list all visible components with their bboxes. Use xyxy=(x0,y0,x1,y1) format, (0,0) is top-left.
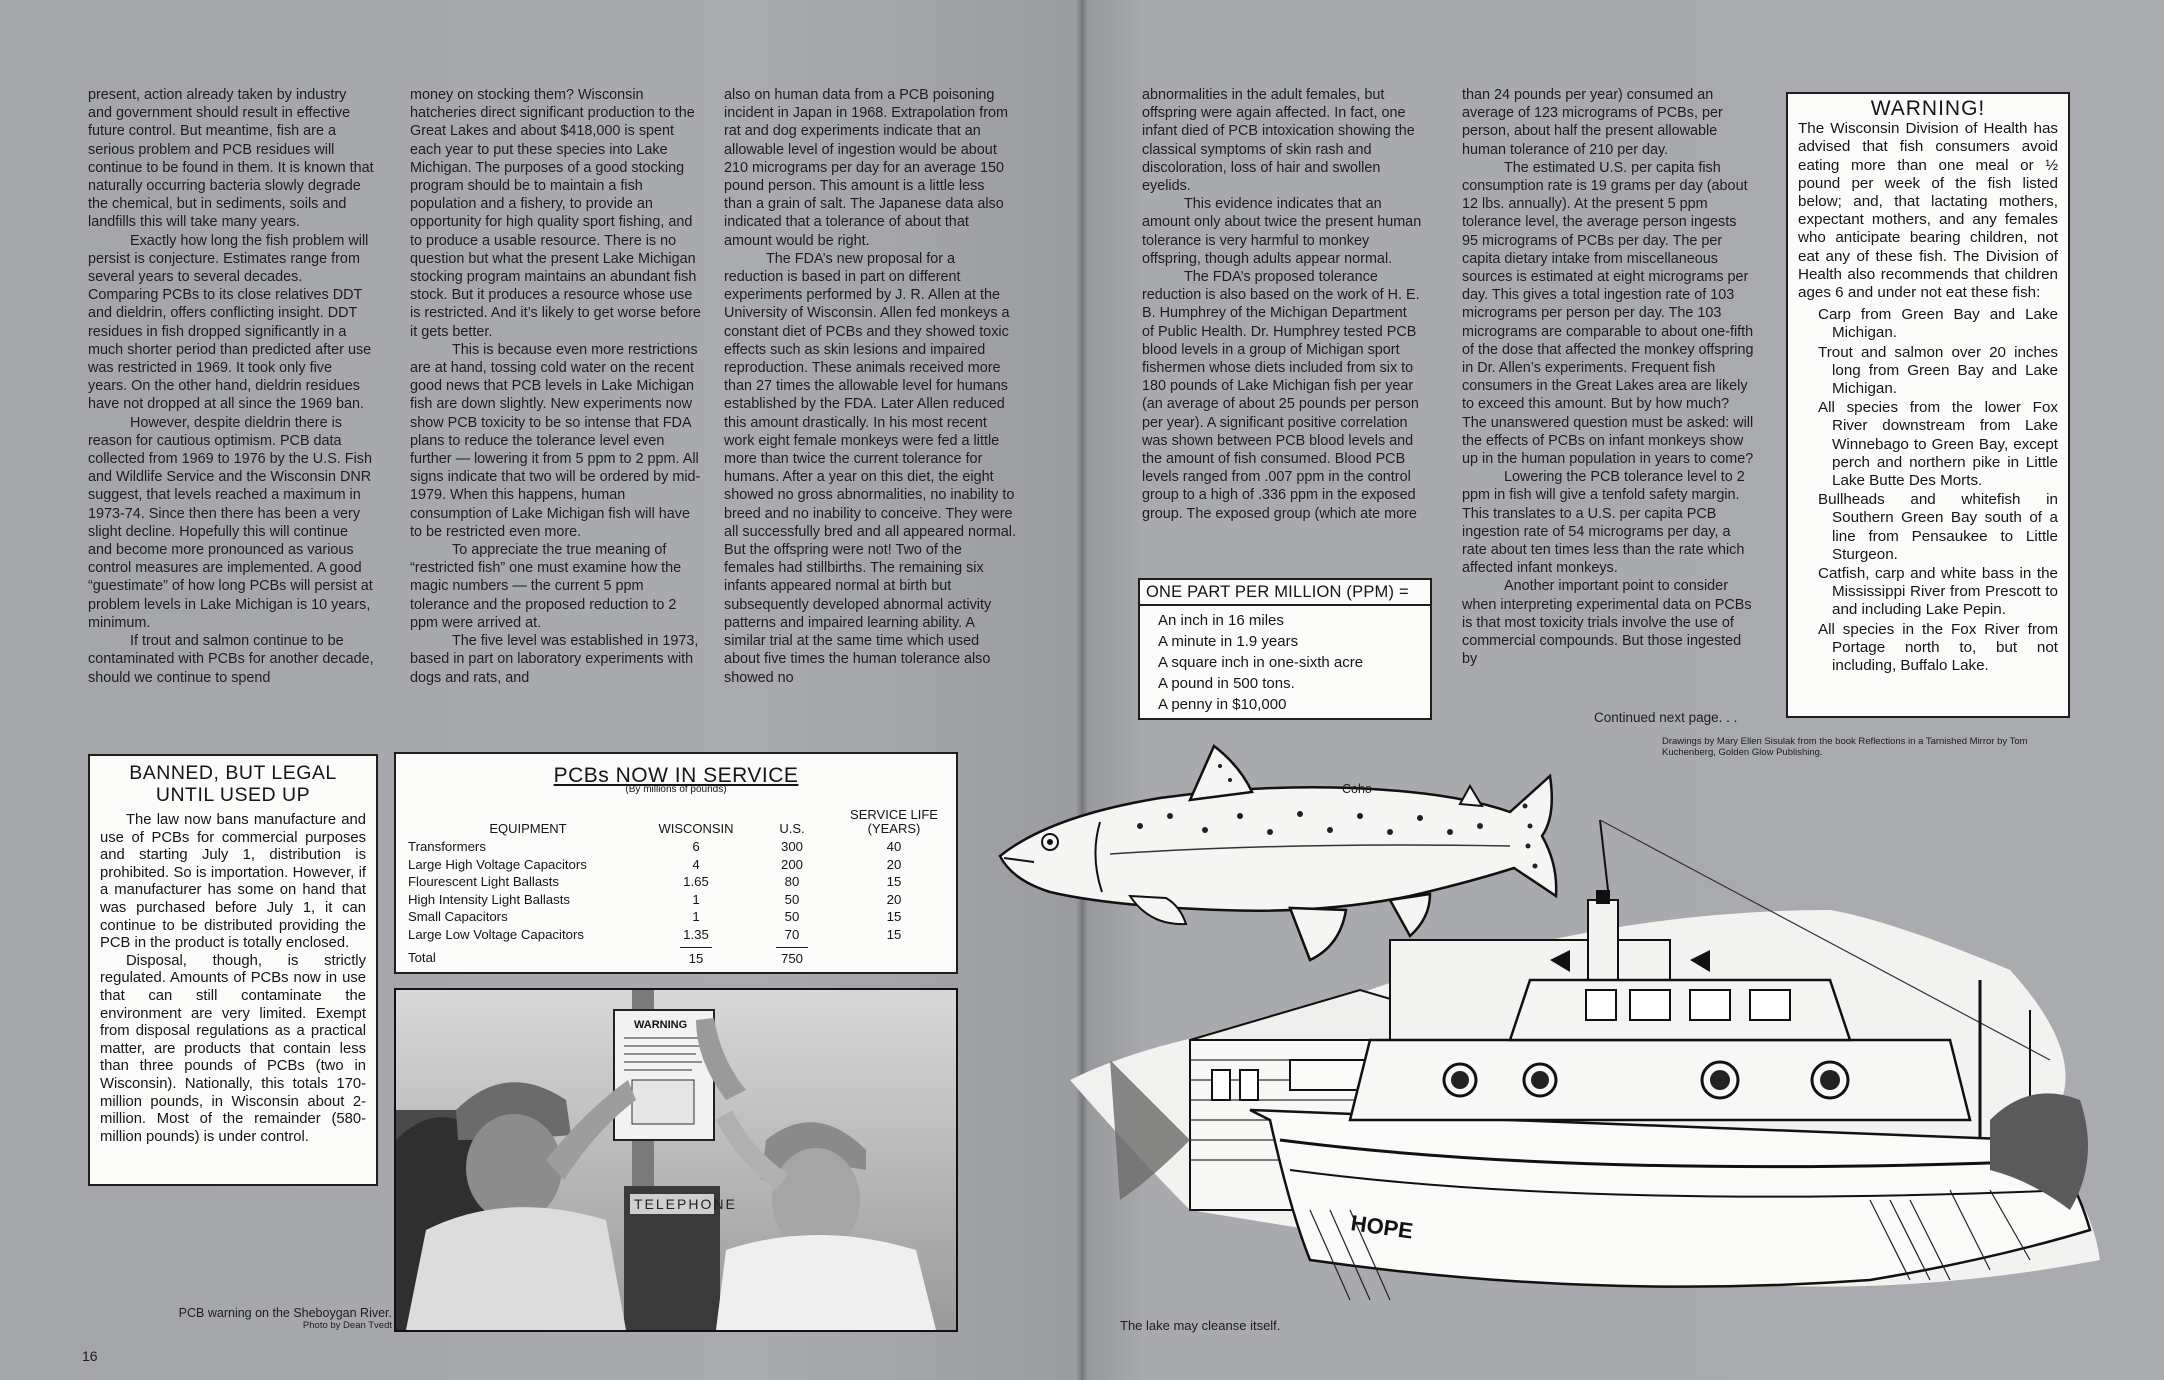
article-paragraph: also on human data from a PCB poisoning incident in Japan in 1968. Extrapolation from rat and dog experiments indicate that an allowable level of ingestion would be about 210 micrograms per day for an average 150 pound person. This amount is a little less than a grain of salt. The Japanese data also indicated that a tolerance of about that amount would be right. xyxy=(724,87,1008,249)
table-cell: Small Capacitors xyxy=(408,909,508,924)
page-number: 16 xyxy=(82,1348,98,1364)
article-paragraph: However, despite dieldrin there is reason for cautious optimism. PCB data collected from 1969 to 1976 by the U.S. Fish and Wildlife Service and the Wisconsin DNR suggest, that levels reached a maximum in 1973-74. Since then there has been a very slight decline. Hopefully this will continue and become more pronounced as various control measures are implemented. A good “guestimate” of how long PCBs will persist at problem levels in Lake Michigan is 10 years, minimum. xyxy=(88,414,373,631)
table-cell: 15 xyxy=(886,926,902,942)
table-total-value: 750 xyxy=(776,947,808,968)
table-title: PCBs NOW IN SERVICE xyxy=(553,764,799,787)
article-paragraph: If trout and salmon continue to be contaminated with PCBs for another decade, should we continue to spend xyxy=(88,633,374,686)
column-header: U.S. xyxy=(779,821,805,836)
text-column-5 xyxy=(1462,86,1754,669)
article-paragraph: Another important point to consider when interpreting experimental data on PCBs is that most toxicity trials involve the use of commercial compounds. But those ingested by xyxy=(1462,578,1752,668)
warning-list-item: All species in the Fox River from Portage north to, but not including, Buffalo Lake. xyxy=(1818,620,2058,675)
article-paragraph: abnormalities in the adult females, but offspring were again affected. In fact, one infant died of PCB intoxication showing the classical symptoms of skin rash and discoloration, loss of hair and swollen eyelids. xyxy=(1142,87,1415,195)
warning-list-item: Carp from Green Bay and Lake Michigan. xyxy=(1818,306,2058,342)
banned-but-legal-sidebar xyxy=(88,754,378,1186)
ppm-box-title: ONE PART PER MILLION (PPM) = xyxy=(1140,580,1430,606)
text-column-2 xyxy=(410,86,702,687)
article-paragraph: present, action already taken by industry and government should result in effective future control. But meantime, fish are a serious problem and PCB residues will continue to be found in them. It is known that naturally occurring bacteria slowly degrade the chemical, but in sediments, soils and landfills this will take many years. xyxy=(88,87,374,231)
table-row xyxy=(408,873,948,891)
article-paragraph: To appreciate the true meaning of “restricted fish” one must examine how the magic numbers — the current 5 ppm tolerance and the proposed reduction to 2 ppm were arrived at. xyxy=(410,542,682,631)
table-cell: High Intensity Light Ballasts xyxy=(408,891,570,907)
article-paragraph: This is because even more restrictions are at hand, tossing cold water on the recent good news that PCB levels in Lake Michigan fish are down slightly. New experiments now show PCB toxicity to be so intense that FDA plans to reduce the tolerance level even further — lowering it from 5 ppm to 2 ppm. All signs indicate that two will be ordered by mid-1979. When this happens, human consumption of Lake Michigan fish will have to be restricted even more. xyxy=(410,341,701,540)
table-cell: 4 xyxy=(692,856,700,872)
coho-label: Coho xyxy=(1342,782,1372,796)
article-paragraph: This evidence indicates that an amount only about twice the present human tolerance is very harmful to monkey offspring, though adults appear normal. xyxy=(1142,196,1422,267)
table-cell: 6 xyxy=(692,839,700,854)
table-cell: 15 xyxy=(886,909,902,924)
table-row xyxy=(408,891,948,909)
fish-and-boat-drawing xyxy=(990,740,2120,1340)
photo-caption xyxy=(100,1306,392,1331)
article-paragraph: The five level was established in 1973, based in part on laboratory experiments with dogs and rats, and xyxy=(410,633,699,686)
ppm-item: A minute in 1.9 years xyxy=(1158,633,1299,650)
table-total-cell: Total xyxy=(408,949,436,965)
table-row xyxy=(408,908,948,926)
table-cell: 1 xyxy=(692,909,700,924)
boat-name-text: HOPE xyxy=(1349,1210,1415,1244)
article-paragraph: Lowering the PCB tolerance level to 2 ppm in fish will give a tenfold safety margin. This translates to a U.S. per capita PCB ingestion rate of 54 micrograms per day, a rate about ten times less than the rate which affected infant monkeys. xyxy=(1462,469,1745,577)
table-total-row xyxy=(408,943,948,968)
table-cell: Large High Voltage Capacitors xyxy=(408,856,587,872)
ppm-list xyxy=(1140,610,1430,715)
warning-title: WARNING! xyxy=(1870,97,1986,120)
lake-caption: The lake may cleanse itself. xyxy=(1120,1318,1281,1333)
table-cell: 200 xyxy=(780,856,803,872)
text-column-4 xyxy=(1142,86,1422,523)
coho-salmon-drawing xyxy=(1000,746,1556,960)
banned-box-paragraph: The law now bans manufacture and use of PCBs for commercial purposes and starting July 1, distribution is prohibited. So is importation. However, if a manufacturer has some on hand that was purchased before July 1, it can continue to be distributed providing the PCB in the product is totally enclosed. xyxy=(100,812,366,952)
warning-list xyxy=(1798,306,2058,675)
warning-text: The Wisconsin Division of Health has advised that fish consumers avoid eating more than one meal or ½ pound per week of the fish listed below; and, that lactating mothers, expectant mothers, and any females who anticipate bearing children, not eat any of these fish. The Division of Health also recommends that children ages 6 and under not eat these fish: xyxy=(1798,120,2058,302)
table-cell: 80 xyxy=(784,874,800,889)
ppm-definition-box xyxy=(1138,578,1432,720)
table-cell: 70 xyxy=(784,926,800,942)
article-paragraph: The estimated U.S. per capita fish consumption rate is 19 grams per day (about 12 lbs. annually). At the present 5 ppm tolerance level, the average person ingests 95 micrograms of PCBs per day. The per capita dietary intake from miscellaneous sources is estimated at eight micrograms per day. This gives a total ingestion rate of 103 micrograms per person per day. The 103 micrograms are comparable to about one-fifth of the dose that affected the monkey offspring in Dr. Allen’s experiments. Frequent fish consumers in the Great Lakes area are likely to exceed this amount. But by how much? The unanswered question must be asked: will the effects of PCBs on infant monkeys show up in the human population in years to come? xyxy=(1462,159,1754,468)
warning-list-item: Trout and salmon over 20 inches long from Green Bay and Lake Michigan. xyxy=(1818,343,2058,398)
photo-credit: Photo by Dean Tvedt xyxy=(302,1320,392,1331)
article-paragraph: Exactly how long the fish problem will persist is conjecture. Estimates range from several years to several decades. Comparing PCBs to its close relatives DDT and dieldrin, offers conflicting insight. DDT residues in fish dropped significantly in a much shorter period than predicted after use was restricted in 1969. It took only five years. On the other hand, dieldrin residues have not dropped at all since the 1969 ban. xyxy=(88,232,372,413)
photo-caption-text: PCB warning on the Sheboygan River. xyxy=(178,1306,392,1320)
banned-box-title: BANNED, BUT LEGAL UNTIL USED UP xyxy=(129,762,337,806)
text-column-1 xyxy=(88,86,374,687)
photo-illustration xyxy=(396,990,956,1330)
table-cell: 300 xyxy=(780,839,803,854)
article-paragraph: than 24 pounds per year) consumed an average of 123 micrograms of PCBs, per person, about half the present allowable human tolerance of 210 per day. xyxy=(1462,87,1723,158)
table-subtitle: (By millions of pounds) xyxy=(625,784,727,795)
table-cell: Large Low Voltage Capacitors xyxy=(408,926,584,942)
illustration-area xyxy=(990,740,2120,1340)
ppm-item: A square inch in one-sixth acre xyxy=(1158,654,1364,671)
table-cell: Transformers xyxy=(408,839,486,854)
article-paragraph: The FDA’s new proposal for a reduction is based in part on different experiments performed by J. R. Allen at the University of Wisconsin. Allen fed monkeys a constant diet of PCBs and they showed toxic effects such as skin lesions and impaired reproduction. These animals received more than 27 times the allowable level for humans established by the FDA. Later Allen reduced this amount drastically. In his most recent work eight female monkeys were fed a little more than twice the current tolerance for humans. After a year on this diet, the eight showed no gross abnormalities, no inability to breed and no inability to conceive. They were all successfully bred and all appeared normal. But the offspring were not! Two of the females had stillbirths. The remaining six infants appeared normal at birth but subsequently developed abnormal activity patterns and impaired learning ability. A similar trial at the same time which used about five times the human tolerance also showed no xyxy=(724,250,1016,686)
table-cell: Flourescent Light Ballasts xyxy=(408,874,559,889)
warning-sign-photo xyxy=(394,988,958,1332)
telephone-sign-text: TELEPHONE xyxy=(634,1196,737,1212)
warning-sign-text: WARNING xyxy=(634,1019,688,1031)
continued-note: Continued next page. . . xyxy=(1594,710,1738,725)
table-total-cell xyxy=(840,943,948,968)
pcbs-in-service-table-box xyxy=(394,752,958,974)
ppm-item: A penny in $10,000 xyxy=(1158,696,1287,713)
warning-list-item: All species from the lower Fox River downstream from Lake Winnebago to Green Bay, except perch and northern pike in Little Lake Butte Des Morts. xyxy=(1818,399,2058,490)
table-cell: 1.35 xyxy=(683,926,709,942)
column-header: SERVICE LIFE (YEARS) xyxy=(850,807,938,836)
warning-list-item: Bullheads and whitefish in Southern Green Bay south of a line from Pensaukee to Little Sturgeon. xyxy=(1818,491,2058,563)
table-row xyxy=(408,926,948,944)
column-header: WISCONSIN xyxy=(658,821,734,836)
table-row xyxy=(408,838,948,856)
column-header: EQUIPMENT xyxy=(489,821,567,836)
ppm-item: A pound in 500 tons. xyxy=(1158,675,1295,692)
table-row xyxy=(408,856,948,874)
text-column-3 xyxy=(724,86,1016,687)
health-warning-box xyxy=(1786,92,2070,718)
table-cell: 40 xyxy=(886,839,902,854)
pcbs-in-service-table xyxy=(408,808,948,968)
table-cell: 20 xyxy=(886,891,902,907)
warning-list-item: Catfish, carp and white bass in the Mississippi River from Prescott to and including Lake Pepin. xyxy=(1818,565,2058,619)
banned-box-paragraph: Disposal, though, is strictly regulated. Amounts of PCBs now in use that can still contaminate the environment are very limited. Exempt from disposal regulations as a practical matter, are products that contain less than three pounds of PCBs (two in Wisconsin). Nationally, this totals 170-million pounds, in Wisconsin about 2-million. Most of the remainder (580-million pounds) is under control. xyxy=(100,952,366,1145)
table-cell: 50 xyxy=(784,909,800,924)
drawing-credit: Drawings by Mary Ellen Sisulak from the book Reflections in a Tarnished Mirror by Tom Kuchenberg, Golden Glow Publishing. xyxy=(1662,736,2028,758)
article-paragraph: The FDA’s proposed tolerance reduction is also based on the work of H. E. B. Humphrey of the Michigan Department of Public Health. Dr. Humphrey tested PCB blood levels in a group of Michigan sport fishermen whose diets included from six to 180 pounds of Lake Michigan fish per year (an average of about 25 pounds per person per year). A significant positive correlation was shown between PCB blood levels and the amount of fish consumed. Blood PCB levels ranged from .007 ppm in the control group to a high of .336 ppm in the exposed group. The exposed group (which ate more xyxy=(1142,269,1420,522)
article-paragraph: money on stocking them? Wisconsin hatcheries direct significant production to the Great Lakes and about $418,000 is spent each year to put these species into Lake Michigan. The purposes of a good stocking program should be to maintain a fish population and a fishery, to provide an opportunity for high quality sport fishing, and to produce a usable resource. There is no question but what the present Lake Michigan stocking program maintains an abundant fish stock. But it produces a resource whose use is restricted. And it’s likely to get worse before it gets better. xyxy=(410,87,701,340)
table-cell: 1.65 xyxy=(683,874,709,889)
table-cell: 50 xyxy=(784,891,800,907)
table-cell: 1 xyxy=(692,891,700,907)
ppm-item: An inch in 16 miles xyxy=(1158,612,1284,629)
table-cell: 20 xyxy=(886,856,902,872)
table-cell: 15 xyxy=(886,874,902,889)
table-total-value: 15 xyxy=(680,947,712,968)
